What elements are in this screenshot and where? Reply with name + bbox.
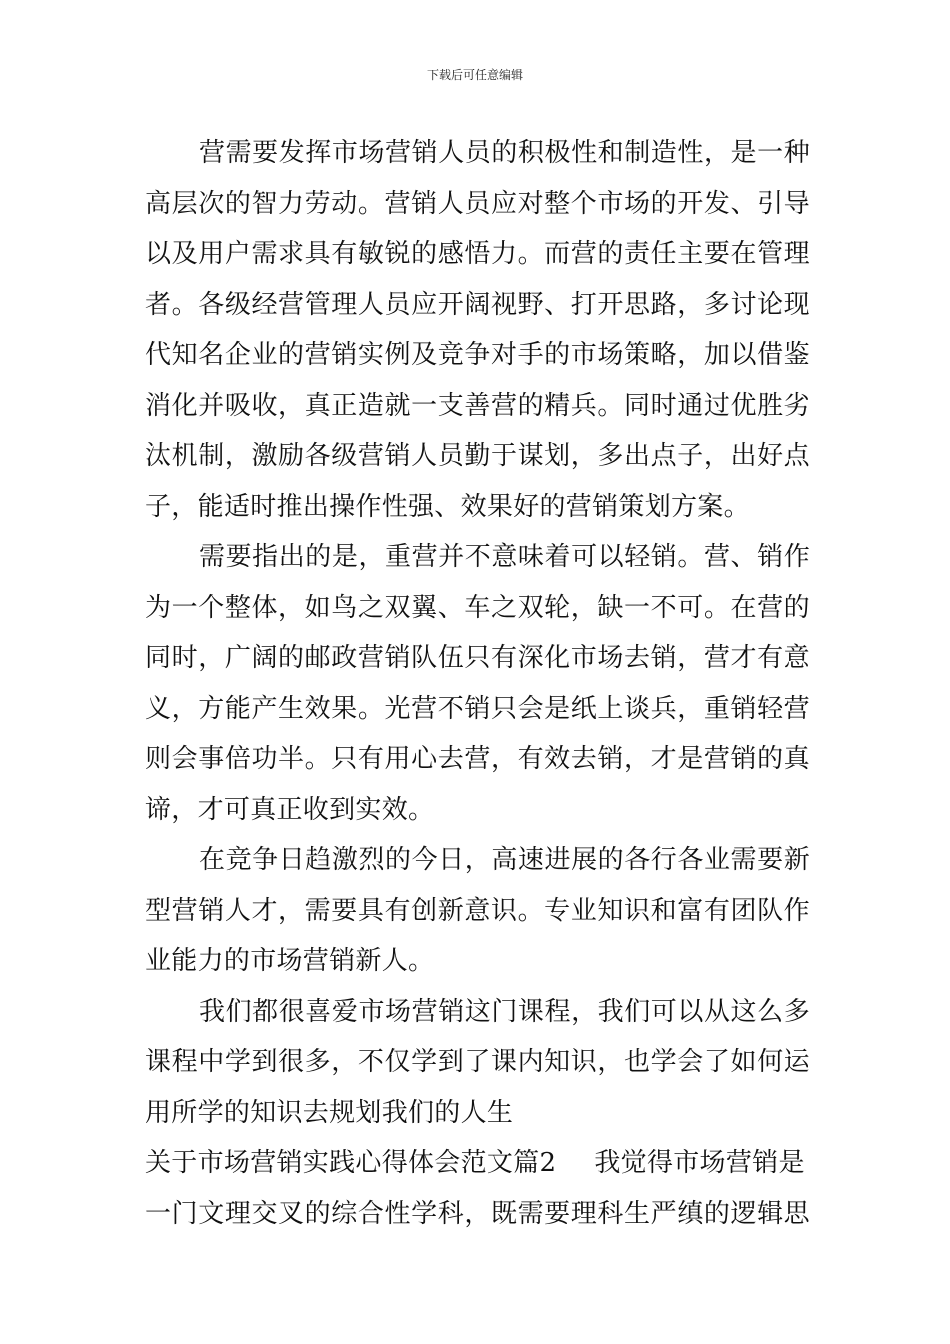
text-line: 为一个整体，如鸟之双翼、车之双轮，缺一不可。在营的 xyxy=(145,592,810,623)
text-line: 营需要发挥市场营销人员的积极性和制造性，是一种 xyxy=(199,138,810,168)
text-line: 义，方能产生效果。光营不销只会是纸上谈兵，重销轻营 xyxy=(145,693,810,724)
text-line: 子，能适时推出操作性强、效果好的营销策划方案。 xyxy=(145,491,750,522)
text-line: 以及用户需求具有敏锐的感悟力。而营的责任主要在管理 xyxy=(145,239,810,269)
text-line: 用所学的知识去规划我们的人生 xyxy=(145,1097,514,1128)
section-heading-line xyxy=(145,1138,810,1189)
text-line: 则会事倍功半。只有用心去营，有效去销，才是营销的真 xyxy=(145,744,810,774)
text-line: 代知名企业的营销实例及竞争对手的市场策略，加以借鉴 xyxy=(145,340,810,370)
text-line: 在竞争日趋激烈的今日，高速进展的各行各业需要新 xyxy=(199,845,810,875)
text-line: 业能力的市场营销新人。 xyxy=(145,946,435,976)
text-line: 同时，广阔的邮政营销队伍只有深化市场去销，营才有意 xyxy=(145,643,810,673)
document-body xyxy=(145,128,810,1239)
text-line: 一门文理交叉的综合性学科，既需要理科生严缜的逻辑思 xyxy=(145,1198,810,1229)
text-line: 者。各级经营管理人员应开阔视野、打开思路，多讨论现 xyxy=(145,289,810,320)
text-line: 型营销人才，需要具有创新意识。专业知识和富有团队作 xyxy=(145,895,810,926)
section-intro: 我觉得市场营销是 xyxy=(594,1148,805,1178)
text-line: 高层次的智力劳动。营销人员应对整个市场的开发、引导 xyxy=(145,188,810,219)
page-header: 下载后可任意编辑 xyxy=(426,68,523,82)
text-line: 谛，才可真正收到实效。 xyxy=(145,794,435,825)
section-title: 关于市场营销实践心得体会范文篇2 xyxy=(145,1148,557,1178)
text-line: 我们都很喜爱市场营销这门课程，我们可以从这么多 xyxy=(199,996,810,1027)
text-line: 需要指出的是，重营并不意味着可以轻销。营、销作 xyxy=(199,542,810,572)
text-line: 消化并吸收，真正造就一支善营的精兵。同时通过优胜劣 xyxy=(145,390,810,421)
text-line: 课程中学到很多，不仅学到了课内知识，也学会了如何运 xyxy=(145,1047,810,1077)
text-line: 汰机制，激励各级营销人员勤于谋划，多出点子，出好点 xyxy=(145,441,810,471)
